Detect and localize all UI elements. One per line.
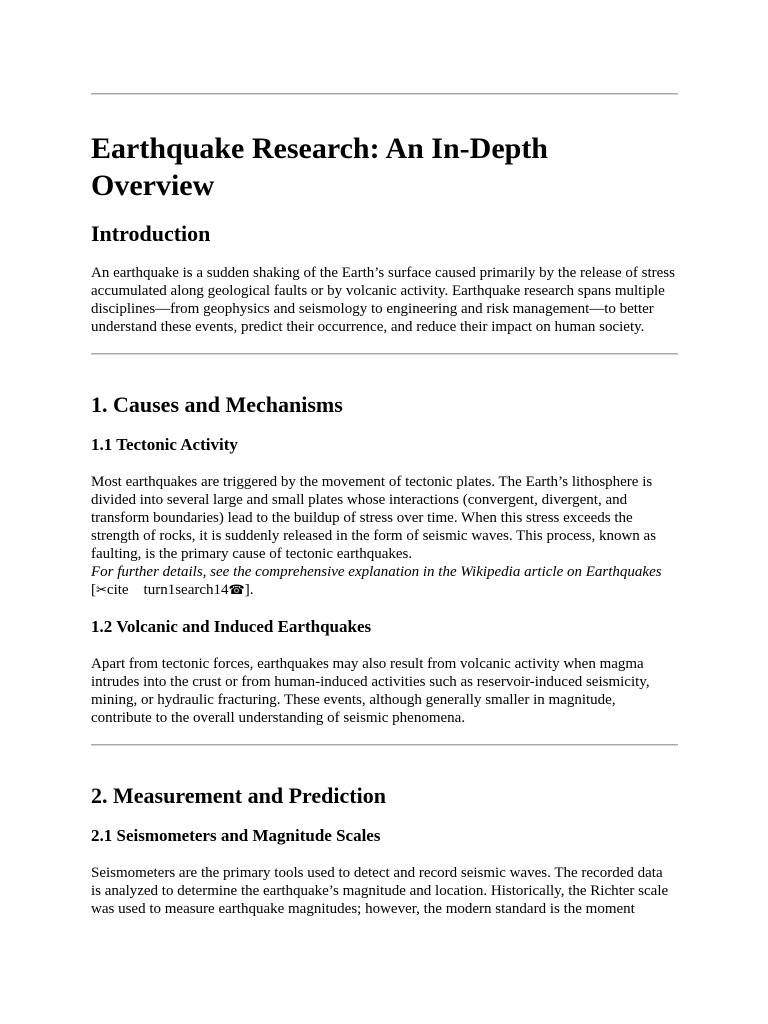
citation-marker[interactable] <box>91 581 678 600</box>
paragraph-line: transform boundaries) lead to the buildup of stress over time. When this stress exceeds the <box>91 510 633 526</box>
paragraph-line: understand these events, predict their occurrence, and reduce their impact on human society. <box>91 319 645 335</box>
citation-text: cite turn1search14 <box>106 582 229 598</box>
paragraph-line: contribute to the overall understanding of seismic phenomena. <box>91 710 466 726</box>
title-line: Earthquake Research: An In-Depth <box>91 132 548 165</box>
paragraph-line: was used to measure earthquake magnitudes; however, the modern standard is the moment <box>91 901 635 917</box>
paragraph-line: faulting, is the primary cause of tectonic earthquakes. <box>91 546 413 562</box>
subsection-1-2-heading: 1.2 Volcanic and Induced Earthquakes <box>91 617 372 636</box>
wikipedia-reference-note: For further details, see the comprehensive explanation in the Wikipedia article on Earthquakes <box>91 564 662 580</box>
introduction-heading: Introduction <box>91 221 211 246</box>
paragraph-line: is analyzed to determine the earthquake’s magnitude and location. Historically, the Richter scale <box>91 883 669 899</box>
paragraph-line: Most earthquakes are triggered by the movement of tectonic plates. The Earth’s lithosphere is <box>91 474 653 490</box>
section-divider <box>91 744 678 746</box>
paragraph-line: An earthquake is a sudden shaking of the Earth’s surface caused primarily by the release of stress <box>91 265 675 281</box>
paragraph-line: Seismometers are the primary tools used to detect and record seismic waves. The recorded data <box>91 865 663 881</box>
section-2-heading: 2. Measurement and Prediction <box>91 783 386 808</box>
paragraph-line: intrudes into the crust or from human-induced activities such as reservoir-induced seismicity, <box>91 674 650 690</box>
citation-close-bracket: ]. <box>244 582 254 598</box>
seismometers-paragraph <box>91 864 678 918</box>
introduction-paragraph <box>91 264 678 336</box>
telephone-icon: ☎ <box>228 583 245 598</box>
paragraph-line: disciplines—from geophysics and seismology to engineering and risk management—to better <box>91 301 654 317</box>
scissors-icon: ✂ <box>96 583 107 598</box>
paragraph-line: accumulated along geological faults or by volcanic activity. Earthquake research spans multiple <box>91 283 665 299</box>
paragraph-line: divided into several large and small plates whose interactions (convergent, divergent, and <box>91 492 628 508</box>
title-line: Overview <box>91 169 215 202</box>
paragraph-line: strength of rocks, it is suddenly released in the form of seismic waves. This process, known as <box>91 528 657 544</box>
tectonic-activity-paragraph <box>91 473 678 600</box>
section-divider <box>91 353 678 355</box>
section-1-heading: 1. Causes and Mechanisms <box>91 392 343 417</box>
volcanic-induced-paragraph <box>91 655 678 727</box>
top-divider <box>91 93 678 95</box>
subsection-1-1-heading: 1.1 Tectonic Activity <box>91 435 238 454</box>
subsection-2-1-heading: 2.1 Seismometers and Magnitude Scales <box>91 826 381 845</box>
citation-open-bracket: [ <box>91 582 96 598</box>
paragraph-line: mining, or hydraulic fracturing. These events, although generally smaller in magnitude, <box>91 692 616 708</box>
paragraph-line: Apart from tectonic forces, earthquakes may also result from volcanic activity when magma <box>91 656 644 672</box>
page-title <box>91 130 678 204</box>
